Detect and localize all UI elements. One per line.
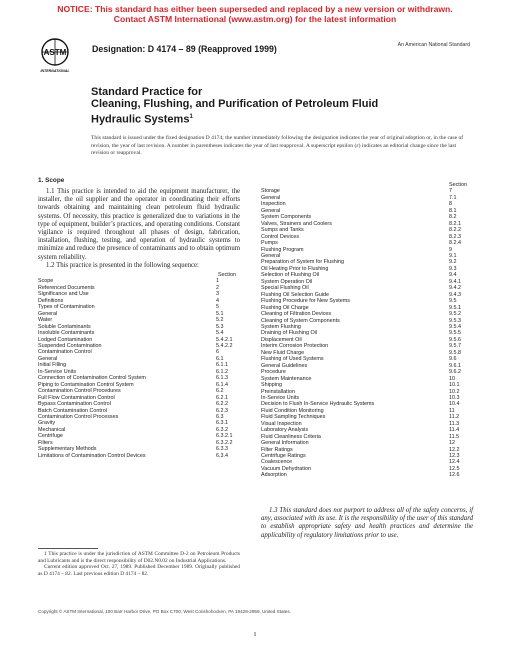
- toc-entry-label: Flushing Oil Charge: [261, 304, 309, 311]
- toc-entry-section: 5.4.2.1: [216, 336, 233, 343]
- notice-line-1: NOTICE: This standard has either been superseded and replaced by a new version or withdrawn.: [57, 4, 453, 14]
- toc-entry-section: 9.1: [449, 252, 457, 259]
- designation: Designation: D 4174 – 89 (Reapproved 1999): [92, 44, 277, 54]
- toc-entry-label: Piping to Contamination Control System: [38, 381, 134, 388]
- title-footnote-mark: 1: [189, 113, 193, 120]
- toc-entry-section: 9.5.1: [449, 304, 461, 311]
- toc-entry-section: 9.5.8: [449, 349, 461, 356]
- toc-entry-label: System Components: [261, 214, 312, 221]
- toc-entry-section: 9.4: [449, 272, 457, 279]
- toc-entry-section: 11: [449, 407, 455, 414]
- toc-entry-label: General: [38, 310, 58, 317]
- toc-entry-section: 6.2.1: [216, 394, 228, 401]
- footnote-2: Current edition approved Oct. 27, 1989. Published December 1989. Originally published as D 4174 – 82. Last previous edition D 4174 – 82.: [38, 564, 240, 578]
- withdrawal-notice: [0, 4, 510, 24]
- toc-entry-label: General Guidelines: [261, 362, 308, 369]
- toc-entry-section: 8.2: [449, 214, 457, 221]
- toc-entry-section: 9.5.7: [449, 343, 461, 350]
- toc-right-entry: [261, 472, 473, 478]
- toc-entry-section: 6.1.1: [216, 362, 228, 369]
- toc-entry-section: 10.1: [449, 382, 460, 389]
- toc-entry-label: Storage: [261, 188, 280, 195]
- toc-entry-section: 9.5.5: [449, 330, 461, 337]
- toc-entry-label: Preinstallation: [261, 388, 295, 395]
- toc-entry-section: 5.3: [216, 323, 224, 330]
- toc-entry-section: 8.2.3: [449, 233, 461, 240]
- toc-entry-section: 8.2.2: [449, 227, 461, 234]
- toc-entry-label: Flushing Procedure for New Systems: [261, 298, 350, 305]
- national-standard-label: An American National Standard: [397, 42, 470, 48]
- toc-entry-label: Bypass Contamination Control: [38, 401, 111, 408]
- astm-logo: [38, 37, 72, 75]
- toc-entry-label: Laboratory Analysis: [261, 427, 309, 434]
- toc-entry-section: 5.4.2.2: [216, 343, 233, 350]
- toc-entry-label: Decision to Flush In-Service Hydraulic Systems: [261, 401, 375, 408]
- toc-entry-section: 11.3: [449, 420, 460, 427]
- toc-entry-label: Valves, Strainers and Coolers: [261, 220, 332, 227]
- toc-entry-section: 3: [216, 291, 219, 298]
- toc-entry-label: Vacuum Dehydration: [261, 465, 311, 472]
- toc-entry-label: General: [261, 194, 281, 201]
- toc-entry-section: 5: [216, 304, 219, 311]
- toc-entry-section: 10: [449, 375, 455, 382]
- toc-entry-label: Selection of Flushing Oil: [261, 272, 320, 279]
- footnotes: [38, 551, 240, 578]
- paragraph-1-3: 1.3 This standard does not purport to address all of the safety concerns, if any, associated with its use. It is the responsibility of the user of this standard to establish appropriate safety and health practices and determine the applicability of regulatory limitations prior to use.: [261, 507, 473, 539]
- toc-entry-label: Water: [38, 317, 53, 324]
- toc-entry-label: Draining of Flushing Oil: [261, 330, 318, 337]
- toc-entry-section: 9.2: [449, 259, 457, 266]
- toc-entry-section: 6: [216, 349, 219, 356]
- paragraph-1-1: 1.1 This practice is intended to aid the equipment manufacturer, the installer, the oil supplier and the operator in coordinating their efforts towards obtaining and maintaining clean petroleum fluid hydraulic systems. Of necessity, this practice is generalized due to variations in the type of equipment, builder’s practices, and operating conditions. Constant vigilance is required throughout all phases of design, fabrication, installation, flushing, testing, and operation of hydraulic systems to minimize and reduce the presence of contaminants and to obtain optimum system reliability.: [38, 188, 240, 261]
- toc-entry-section: 6.2: [216, 388, 224, 395]
- toc-entry-section: Section: [449, 182, 467, 188]
- footnote-divider: [38, 548, 98, 549]
- toc-entry-label: Supplementary Methods: [38, 446, 97, 453]
- toc-entry-label: Flushing Program: [261, 246, 304, 253]
- toc-entry-label: Mechanical: [38, 426, 66, 433]
- toc-entry-label: Control Devices: [261, 233, 300, 240]
- toc-entry-label: Cleaning of Filtration Devices: [261, 311, 332, 318]
- logo-text: ASTM: [43, 48, 67, 57]
- toc-entry-section: 9.6: [449, 356, 457, 363]
- toc-entry-label: Fluid Condition Monitoring: [261, 407, 324, 414]
- toc-entry-label: Inspection: [261, 201, 286, 208]
- toc-entry-section: 11.5: [449, 433, 460, 440]
- toc-entry-section: 9.5.6: [449, 336, 461, 343]
- toc-entry-section: 12.2: [449, 446, 460, 453]
- title-line-1: Standard Practice for: [91, 86, 203, 98]
- toc-entry-label: Definitions: [38, 297, 64, 304]
- toc-entry-section: 9.5.3: [449, 317, 461, 324]
- toc-entry-label: Coalescence: [261, 459, 293, 466]
- toc-entry-label: Sumps and Tanks: [261, 227, 304, 234]
- logo-subtext: INTERNATIONAL: [40, 69, 70, 73]
- toc-entry-section: 12.6: [449, 472, 460, 479]
- toc-entry-section: 9: [449, 246, 452, 253]
- toc-entry-label: Full Flow Contamination Control: [38, 394, 115, 401]
- toc-entry-section: 6.1.3: [216, 375, 228, 382]
- toc-entry-section: 8: [449, 201, 452, 208]
- toc-entry-label: Contamination Control Processes: [38, 414, 119, 420]
- toc-entry-section: 6.3.2: [216, 426, 228, 433]
- toc-entry-label: Visual Inspection: [261, 420, 302, 427]
- toc-entry-label: Fluid Sampling Techniques: [261, 414, 326, 421]
- toc-entry-section: 9.5: [449, 298, 457, 305]
- toc-entry-label: Shipping: [261, 382, 282, 389]
- toc-entry-label: General: [261, 207, 281, 214]
- toc-entry-section: 6.3.1: [216, 420, 228, 427]
- toc-entry-section: 6.3.2.1: [216, 433, 233, 440]
- toc-entry-section: 4: [216, 297, 219, 304]
- toc-entry-label: New Fluid Charge: [261, 349, 305, 356]
- right-column: [261, 182, 473, 479]
- toc-entry-label: Scope: [38, 278, 54, 285]
- toc-entry-section: 12.4: [449, 459, 460, 466]
- toc-entry-label: Adsorption: [261, 472, 287, 479]
- toc-section-header: Section: [218, 272, 236, 279]
- toc-entry-section: 9.3: [449, 265, 457, 272]
- toc-entry-label: Contamination Control: [38, 349, 92, 356]
- toc-entry-section: 2: [216, 284, 219, 291]
- toc-entry-section: 6.2.2: [216, 401, 228, 408]
- toc-left: [38, 272, 240, 459]
- toc-entry-label: Batch Contamination Control: [38, 407, 107, 414]
- toc-entry-label: Significance and Use: [38, 291, 89, 298]
- toc-entry-label: Suspended Contamination: [38, 343, 102, 350]
- toc-entry-label: Special Flushing Oil: [261, 285, 309, 292]
- toc-entry-label: Flushing of Used Systems: [261, 356, 324, 363]
- title-line-2: Cleaning, Flushing, and Purification of Petroleum Fluid: [91, 98, 379, 111]
- toc-entry-section: 5.1: [216, 310, 224, 317]
- toc-entry-label: Filters: [38, 439, 53, 446]
- toc-entry-section: 6.1.2: [216, 368, 228, 375]
- toc-entry-label: Preparation of System for Flushing: [261, 259, 344, 266]
- toc-entry-section: 5.4: [216, 330, 224, 337]
- toc-entry-label: System Maintenance: [261, 375, 312, 382]
- toc-entry-section: 11.4: [449, 427, 460, 434]
- document-title: [91, 86, 471, 126]
- issued-note: This standard is issued under the fixed designation D 4174; the number immediately following the designation indicates the year of original adoption or, in the case of revision, the year of last revision. A number in parentheses indicates the year of last reapproval. A superscript epsilon (ε) indicates an editorial change since the last revision or reapproval.: [91, 135, 464, 157]
- toc-entry-label: Cleaning of System Components: [261, 317, 340, 324]
- toc-entry-label: Fluid Cleanliness Criteria: [261, 433, 321, 440]
- notice-line-2: Contact ASTM International (www.astm.org) for the latest information: [113, 14, 397, 24]
- toc-entry-section: 7: [449, 188, 452, 195]
- toc-entry-section: 9.4.1: [449, 278, 461, 285]
- toc-entry-section: 6.3.2.2: [216, 439, 233, 446]
- toc-entry-section: 7.1: [449, 194, 457, 201]
- toc-entry-section: 9.6.2: [449, 369, 461, 376]
- title-line-3: Hydraulic Systems$^1$: [91, 113, 193, 126]
- toc-entry-label: Displacement Oil: [261, 336, 302, 343]
- toc-right: [261, 182, 473, 479]
- toc-entry-label: Soluble Contaminants: [38, 323, 91, 330]
- toc-entry-section: 12.3: [449, 453, 460, 460]
- toc-entry-label: Connection of Contamination Control System: [38, 375, 146, 382]
- toc-entry-label: System Operation Oil: [261, 278, 313, 285]
- footnote-1: 1 This practice is under the jurisdiction of ASTM Committee D-2 on Petroleum Products and Lubricants and is the direct responsibility of D02.N0.02 on Industrial Applications.: [38, 551, 240, 564]
- toc-entry-label: Types of Contamination: [38, 304, 95, 311]
- toc-entry-label: Flushing Oil Selection Guide: [261, 291, 330, 298]
- left-column: [38, 177, 240, 459]
- toc-entry-label: Centrifuge Ratings: [261, 453, 306, 460]
- toc-entry-section: 8.2.1: [449, 220, 461, 227]
- copyright-line: Copyright © ASTM International, 100 Barr Harbor Drive, PO Box C700, West Conshohocken, PA 19428-2959, United States.: [38, 609, 291, 614]
- toc-entry-label: Filter Ratings: [261, 446, 293, 453]
- scope-heading: 1. Scope: [38, 177, 65, 184]
- toc-entry-section: 6.2.3: [216, 407, 228, 414]
- toc-entry-section: 8.1: [449, 207, 457, 214]
- toc-entry-label: Limitations of Contamination Control Devices: [38, 452, 146, 459]
- toc-entry-section: 12.5: [449, 465, 460, 472]
- toc-entry-label: Interim Corrosion Protection: [261, 343, 329, 350]
- toc-entry-label: Insoluble Contaminants: [38, 330, 95, 337]
- toc-entry-label: Initial Filling: [38, 362, 67, 369]
- toc-entry-label: Gravity: [38, 420, 56, 427]
- toc-entry-section: 6.3.3: [216, 446, 228, 453]
- page-number: 1: [253, 631, 257, 638]
- toc-entry-label: Centrifuge: [38, 433, 63, 440]
- toc-entry-label: In-Service Units: [38, 368, 77, 375]
- toc-entry-section: 9.4.3: [449, 291, 461, 298]
- toc-entry-section: 9.6.1: [449, 362, 461, 369]
- toc-entry-label: General: [38, 355, 58, 362]
- paragraph-1-2: 1.2 This practice is presented in the following sequence:: [46, 261, 199, 269]
- toc-entry-section: 9.5.4: [449, 323, 461, 330]
- toc-entry-label: Contamination Control Procedures: [38, 388, 121, 395]
- toc-entry-section: 10.4: [449, 401, 460, 408]
- toc-entry-section: 6.1: [216, 355, 224, 362]
- toc-entry-section: 9.5.2: [449, 311, 461, 318]
- toc-left-entry: [38, 453, 240, 459]
- toc-entry-label: General Information: [261, 440, 309, 447]
- toc-entry-section: 9.4.2: [449, 285, 461, 292]
- toc-entry-label: In-Service Units: [261, 394, 300, 401]
- toc-entry-section: 11.2: [449, 414, 460, 421]
- toc-entry-section: 1: [216, 278, 219, 285]
- toc-entry-section: 6.1.4: [216, 381, 228, 388]
- toc-entry-section: 8.2.4: [449, 240, 461, 247]
- toc-entry-label: Procedure: [261, 369, 286, 376]
- toc-entry-label: Pumps: [261, 240, 278, 247]
- toc-entry-section: 5.2: [216, 317, 224, 324]
- toc-entry-label: Referenced Documents: [38, 284, 95, 291]
- toc-entry-section: 6.3.4: [216, 452, 228, 459]
- toc-entry-label: General: [261, 252, 281, 259]
- toc-entry-section: 12: [449, 440, 455, 447]
- toc-entry-label: System Flushing: [261, 323, 301, 330]
- toc-entry-label: Oil Heating Prior to Flushing: [261, 265, 329, 272]
- toc-entry-section: 10.2: [449, 388, 460, 395]
- toc-entry-section: 6.3: [216, 414, 224, 420]
- toc-entry-label: Lodged Contamination: [38, 336, 93, 343]
- toc-entry-section: 10.3: [449, 394, 460, 401]
